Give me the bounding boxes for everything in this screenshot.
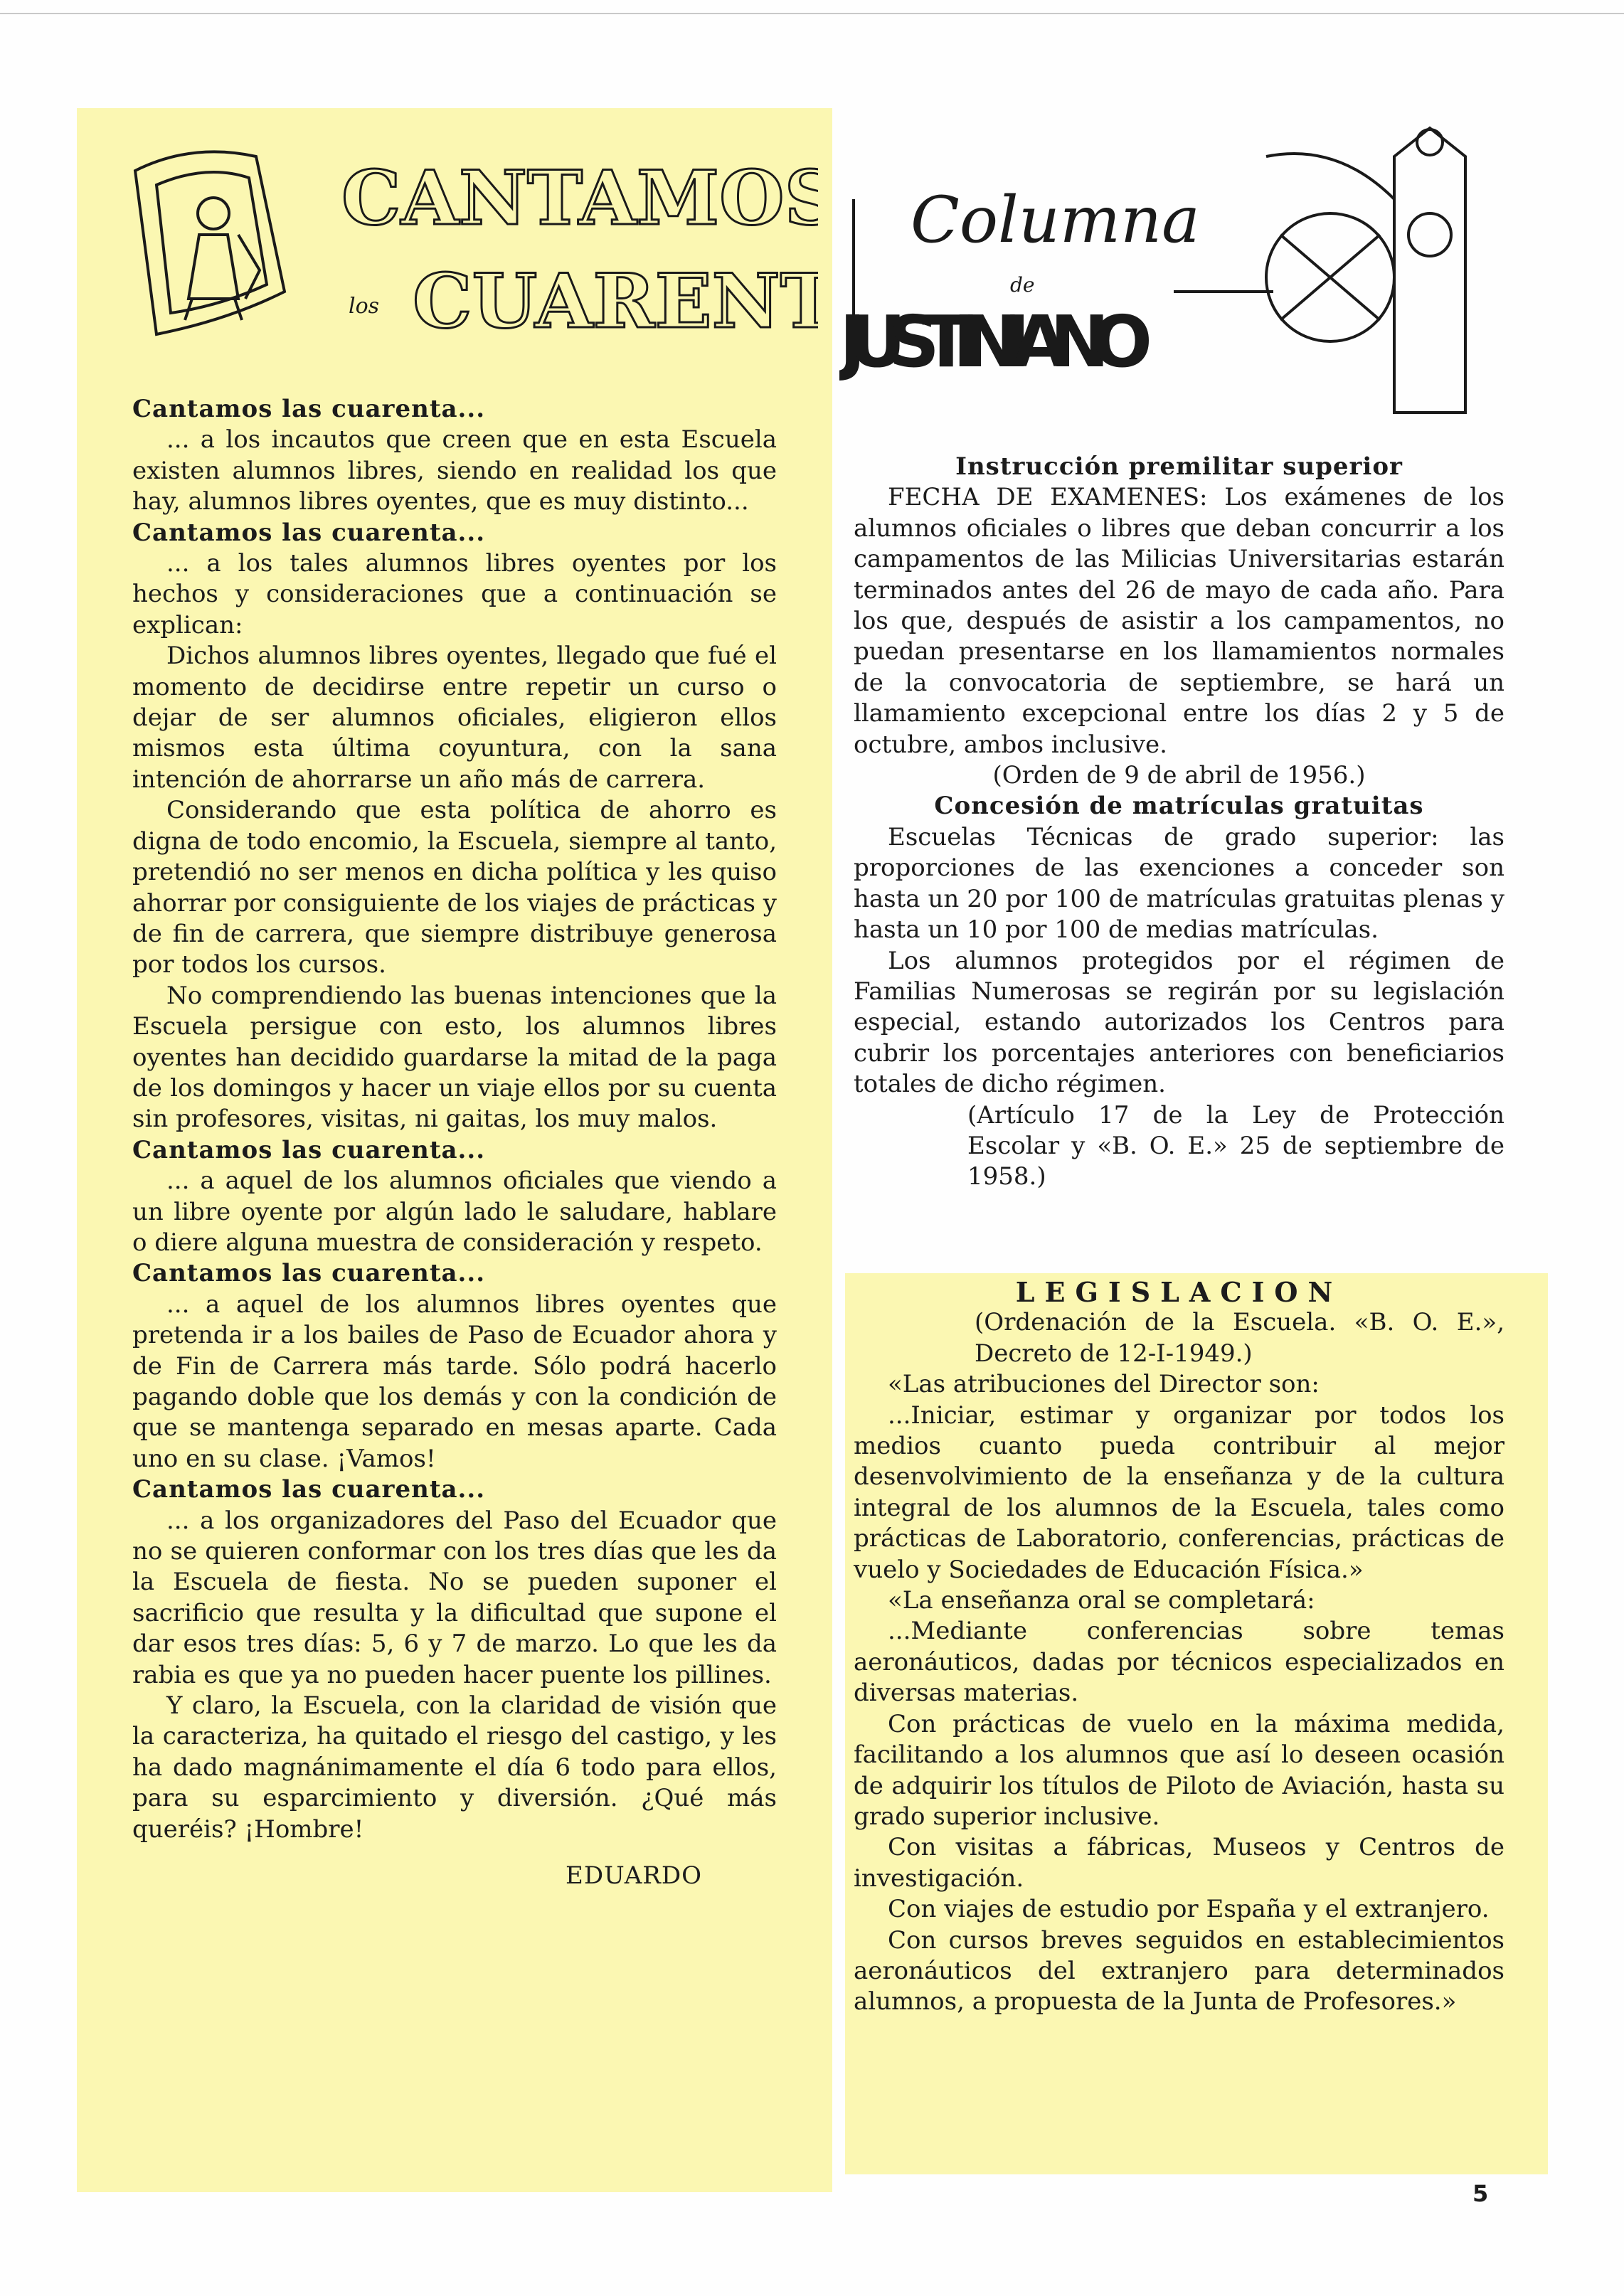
page-number: 5: [1472, 2180, 1489, 2207]
citation: (Ordenación de la Escuela. «B. O. E.», Decreto de 12-I-1949.): [975, 1308, 1504, 1368]
paragraph: Con visitas a fábricas, Museos y Centros de investigación.: [854, 1833, 1504, 1893]
paragraph: ... a aquel de los alumnos oficiales que viendo a un libre oyente por algún lado le saludare, hablare o diere alguna muestra de consideración y respeto.: [132, 1166, 777, 1257]
section-heading: Instrucción premilitar superior: [955, 452, 1403, 481]
paragraph: FECHA DE EXAMENES: Los exámenes de los alumnos oficiales o libres que deban concurrir a los campamentos de las Milicias Universitarias estarán terminados antes del 26 de mayo de cada año. Para los que, después de asistir a los campamentos, no puedan presentarse en los llamamientos normales de la convocatoria de septiembre, se hará un llamamiento excepcional entre los días 2 y 5 de octubre, ambos inclusive.: [854, 483, 1504, 759]
heading: Cantamos las cuarenta...: [132, 1135, 486, 1164]
top-rule: [0, 13, 1624, 14]
cantamos-header: [107, 128, 818, 370]
title-columna: Columna: [911, 183, 1200, 257]
title-small: los: [349, 294, 380, 319]
paragraph: ... a los tales alumnos libres oyentes por los hechos y consideraciones que a continuación se explican:: [132, 549, 777, 639]
signature: EDUARDO: [566, 1861, 702, 1891]
legislacion-section: [854, 1277, 1504, 2018]
justiniano-illustration: [839, 114, 1551, 448]
citation: (Orden de 9 de abril de 1956.): [992, 761, 1366, 790]
heading: Cantamos las cuarenta...: [132, 1259, 486, 1288]
paragraph: ... a los organizadores del Paso del Ecuador que no se quieren conformar con los tres días que les da la Escuela de fiesta. No se pueden suponer el sacrificio que resulta y la dificultad que supone el dar esos tres días: 5, 6 y 7 de marzo. Lo que les da rabia es que ya no pueden hacer puente los pillines.: [132, 1506, 777, 1689]
paragraph: Dichos alumnos libres oyentes, llegado que fué el momento de decidirse entre repetir un curso o dejar de ser alumnos oficiales, eligieron ellos mismos esta última coyuntura, con la sana intención de ahorrarse un año más de carrera.: [132, 642, 777, 794]
heading: Cantamos las cuarenta...: [132, 395, 486, 423]
heading: Cantamos las cuarenta...: [132, 518, 486, 547]
paragraph: ...Iniciar, estimar y organizar por todos los medios cuanto pueda contribuir al mejor desenvolvimiento de la enseñanza y de la cultura integral de los alumnos de la Escuela, tales como prácticas de Laboratorio, conferencias, prácticas de vuelo y Sociedades de Educación Física.»: [854, 1401, 1504, 1584]
paragraph: ... a aquel de los alumnos libres oyentes que pretenda ir a los bailes de Paso de Ecuador ahora y de Fin de Carrera más tarde. Sólo podrá hacerlo pagando doble que los demás y con la condición de que se mantenga separado en mesas aparte. Cada uno en su clase. ¡Vamos!: [132, 1290, 777, 1473]
paragraph: Con cursos breves seguidos en establecimientos aeronáuticos del extranjero para determinados alumnos, a propuesta de la Junta de Profesores.»: [854, 1925, 1504, 2016]
title-justiniano: JUSTINIANO: [839, 300, 1152, 383]
paragraph: Escuelas Técnicas de grado superior: las proporciones de las exenciones a conceder son hasta un 20 por 100 de matrículas gratuitas plenas y hasta un 10 por 100 de medias matrículas.: [854, 822, 1504, 945]
justiniano-article: [854, 452, 1504, 1193]
section-heading: Concesión de matrículas gratuitas: [934, 792, 1424, 821]
heading: Cantamos las cuarenta...: [132, 1475, 486, 1504]
paragraph: ...Mediante conferencias sobre temas aeronáuticos, dadas por técnicos especializados en diversas materias.: [854, 1617, 1504, 1708]
legislacion-heading: LEGISLACION: [1015, 1276, 1343, 1308]
paragraph: «La enseñanza oral se completará:: [888, 1586, 1315, 1615]
paragraph: Con prácticas de vuelo en la máxima medida, facilitando a los alumnos que así lo deseen ocasión de adquirir los títulos de Piloto de Aviación, hasta su grado superior inclusive.: [854, 1709, 1504, 1831]
title-line1: CANTAMOS: [341, 154, 818, 242]
paragraph: Con viajes de estudio por España y el extranjero.: [888, 1895, 1490, 1924]
cards-illustration: [107, 128, 818, 370]
title-line2: CUARENT: [413, 257, 818, 345]
paragraph: Y claro, la Escuela, con la claridad de visión que la caracteriza, ha quitado el riesgo del castigo, y les ha dado magnánimamente el día 6 todo para ellos, para su esparcimiento y diversión. ¿Qué más queréis? ¡Hombre!: [132, 1691, 777, 1844]
cantamos-article: [132, 394, 777, 1892]
justiniano-header: [839, 114, 1551, 448]
title-de: de: [1010, 273, 1035, 297]
paragraph: «Las atribuciones del Director son:: [888, 1370, 1320, 1399]
citation: (Artículo 17 de la Ley de Protección Escolar y «B. O. E.» 25 de septiembre de 1958.): [967, 1100, 1504, 1191]
paragraph: Los alumnos protegidos por el régimen de Familias Numerosas se regirán por su legislación especial, estando autorizados los Centros para cubrir los porcentajes anteriores con beneficiarios totales de dicho régimen.: [854, 946, 1504, 1099]
paragraph: ... a los incautos que creen que en esta Escuela existen alumnos libres, siendo en realidad los que hay, alumnos libres oyentes, que es muy distinto...: [132, 425, 777, 516]
paragraph: Considerando que esta política de ahorro es digna de todo encomio, la Escuela, siempre al tanto, pretendió no ser menos en dicha política y les quiso ahorrar por consiguiente de los viajes de prácticas y de fin de carrera, que siempre distribuye generosa por todos los cursos.: [132, 796, 777, 979]
paragraph: No comprendiendo las buenas intenciones que la Escuela persigue con esto, los alumnos libres oyentes han decidido guardarse la mitad de la paga de los domingos y hacer un viaje ellos por su cuenta sin profesores, visitas, ni gaitas, los muy malos.: [132, 981, 777, 1134]
